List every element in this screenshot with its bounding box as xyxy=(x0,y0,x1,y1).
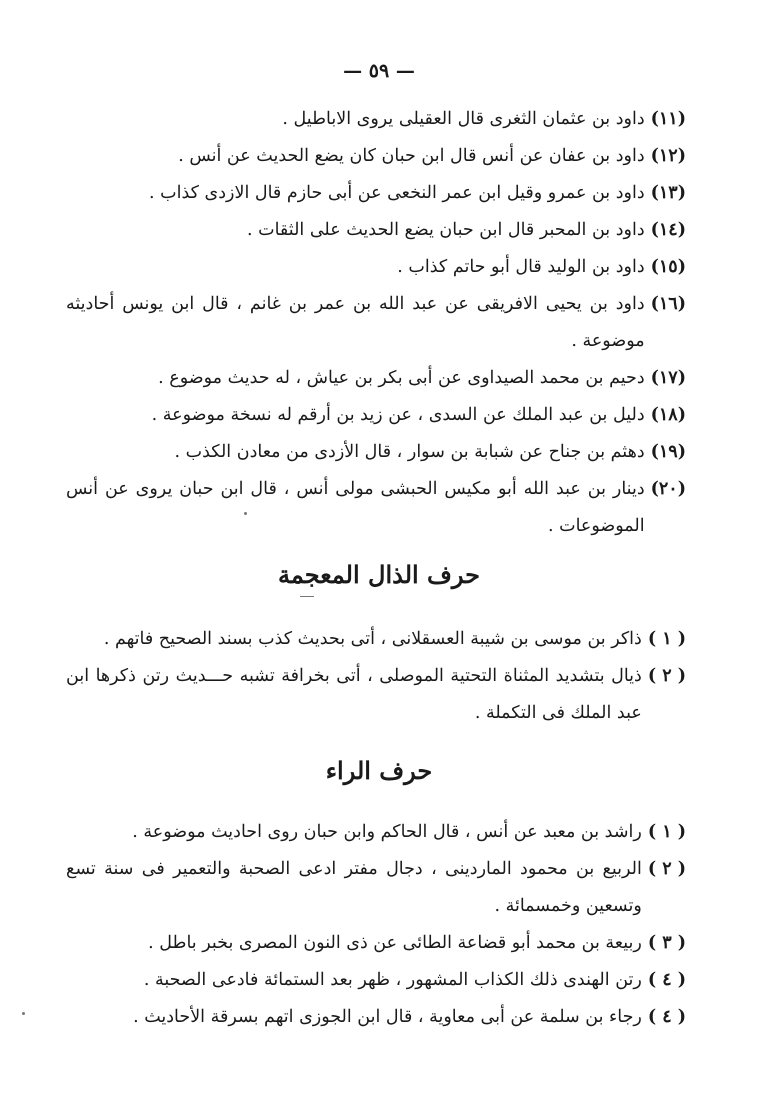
list-item xyxy=(66,286,686,360)
list-item xyxy=(66,138,686,175)
entry-text: الربيع بن محمود الماردينى ، دجال مفتر ادعى الصحبة والتعمير فى سنة تسع وتسعين وخمسمائة . xyxy=(66,859,642,916)
entry-list-dal xyxy=(66,101,686,545)
list-item xyxy=(66,397,686,434)
entry-text: ربيعة بن محمد أبو قضاعة الطائى عن ذى النون المصرى بخبر باطل . xyxy=(148,933,642,953)
list-item xyxy=(66,434,686,471)
entry-text: داود بن عثمان الثغرى قال العقيلى يروى الاباطيل . xyxy=(282,109,645,129)
list-item xyxy=(66,360,686,397)
entry-list-dhal xyxy=(66,621,686,732)
entry-text: ذيال بتشديد المثناة التحتية الموصلى ، أتى بخرافة تشبه حـــديث رتن ذكرها ابن عبد الملك فى التكملة . xyxy=(66,666,642,723)
list-item xyxy=(66,658,686,732)
print-speck xyxy=(300,596,314,597)
list-item xyxy=(66,851,686,925)
entry-text: داود بن يحيى الافريقى عن عبد الله بن عمر بن غانم ، قال ابن يونس أحاديثه موضوعة . xyxy=(66,294,645,351)
page-number: — ٥٩ — xyxy=(343,60,415,82)
entry-number: (٢٠) xyxy=(650,479,686,499)
entry-text: دينار بن عبد الله أبو مكيس الحبشى مولى أنس ، قال ابن حبان يروى عن أنس الموضوعات . xyxy=(66,479,645,536)
entry-text: داود بن عفان عن أنس قال ابن حبان كان يضع الحديث عن أنس . xyxy=(178,146,645,166)
list-item xyxy=(66,999,686,1036)
list-item xyxy=(66,101,686,138)
print-speck xyxy=(22,1012,25,1015)
entry-list-ra xyxy=(66,814,686,1036)
entry-number: (١٥) xyxy=(650,257,686,277)
entry-number: (١٨) xyxy=(650,405,686,425)
entry-number: ( ٣ ) xyxy=(647,933,686,953)
entry-number: ( ٢ ) xyxy=(647,859,686,879)
entry-text: رجاء بن سلمة عن أبى معاوية ، قال ابن الجوزى اتهم بسرقة الأحاديث . xyxy=(133,1007,642,1027)
entry-number: ( ٢ ) xyxy=(647,666,686,686)
entry-text: دليل بن عبد الملك عن السدى ، عن زيد بن أرقم له نسخة موضوعة . xyxy=(151,405,645,425)
entry-text: ذاكر بن موسى بن شيبة العسقلانى ، أتى بحديث كذب بسند الصحيح فاتهم . xyxy=(103,629,642,649)
list-item xyxy=(66,249,686,286)
entry-text: دهثم بن جناح عن شبابة بن سوار ، قال الأزدى من معادن الكذب . xyxy=(174,442,645,462)
print-speck xyxy=(244,512,247,515)
list-item xyxy=(66,621,686,658)
entry-number: ( ١ ) xyxy=(647,629,686,649)
list-item xyxy=(66,212,686,249)
entry-number: ( ٤ ) xyxy=(647,1007,686,1027)
entry-text: داود بن المحبر قال ابن حبان يضع الحديث على الثقات . xyxy=(247,220,645,240)
list-item xyxy=(66,814,686,851)
section-heading-ra: حرف الراء xyxy=(325,756,433,785)
list-item xyxy=(66,175,686,212)
entry-number: (١٩) xyxy=(650,442,686,462)
section-heading-dhal: حرف الذال المعجمة xyxy=(277,560,481,589)
entry-number: (١٤) xyxy=(650,220,686,240)
list-item xyxy=(66,471,686,545)
entry-text: رتن الهندى ذلك الكذاب المشهور ، ظهر بعد الستمائة فادعى الصحبة . xyxy=(143,970,642,990)
entry-number: (١٦) xyxy=(650,294,686,314)
list-item xyxy=(66,962,686,999)
entry-number: ( ٤ ) xyxy=(647,970,686,990)
entry-text: راشد بن معبد عن أنس ، قال الحاكم وابن حبان روى احاديث موضوعة . xyxy=(132,822,642,842)
entry-text: داود بن عمرو وقيل ابن عمر النخعى عن أبى حازم قال الازدى كذاب . xyxy=(149,183,645,203)
entry-text: داود بن الوليد قال أبو حاتم كذاب . xyxy=(397,257,645,277)
entry-number: ( ١ ) xyxy=(647,822,686,842)
entry-number: (١٣) xyxy=(650,183,686,203)
entry-number: (١٢) xyxy=(650,146,686,166)
entry-number: (١١) xyxy=(650,109,686,129)
entry-number: (١٧) xyxy=(650,368,686,388)
entry-text: دحيم بن محمد الصيداوى عن أبى بكر بن عياش ، له حديث موضوع . xyxy=(158,368,645,388)
list-item xyxy=(66,925,686,962)
